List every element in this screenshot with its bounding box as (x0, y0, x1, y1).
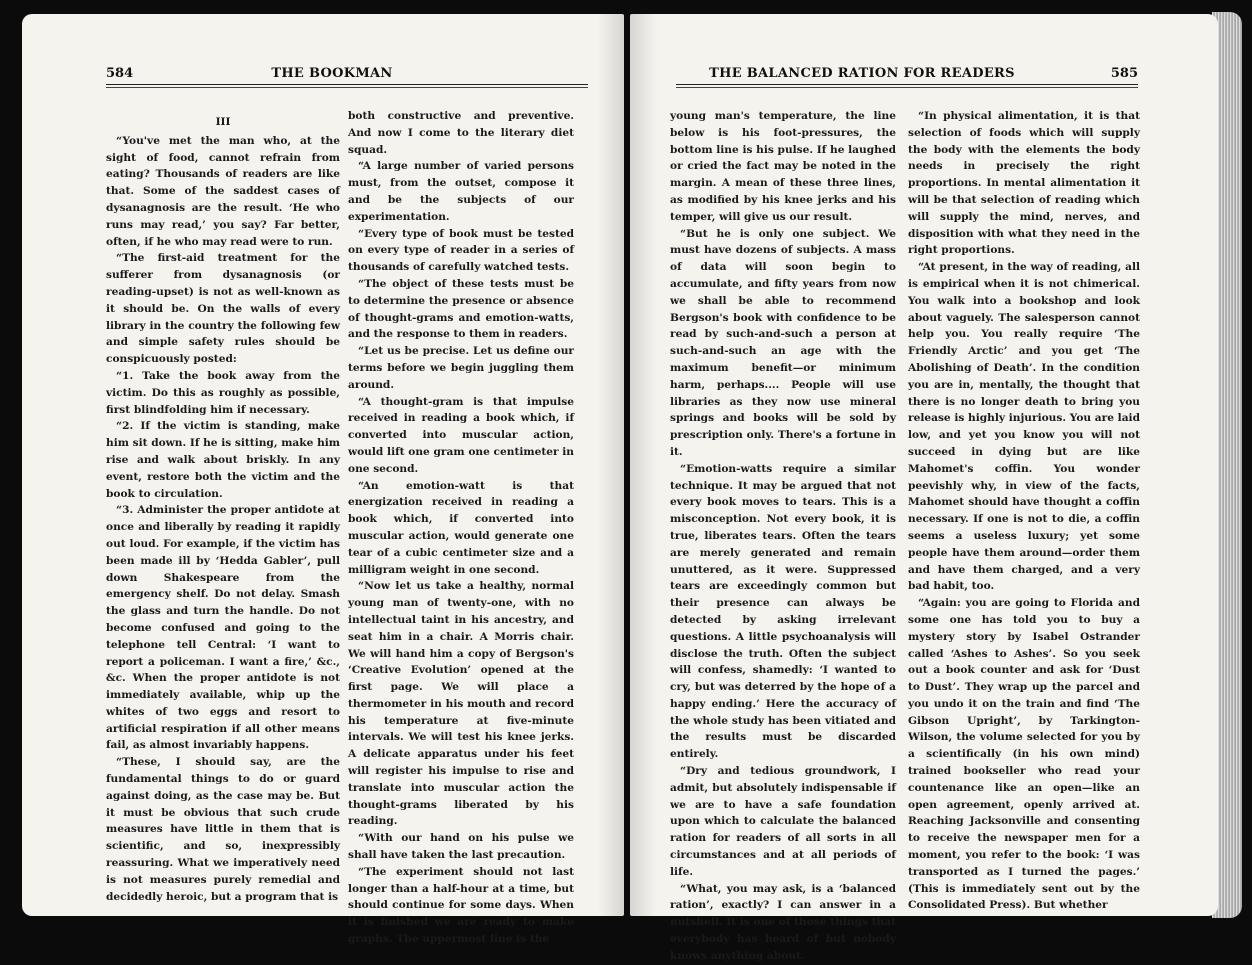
gutter-shadow (630, 14, 656, 916)
paragraph: “A large number of varied persons must, from the outset, compose it and be the subjects of our experimentation. (348, 160, 574, 223)
gutter-shadow (598, 14, 624, 916)
paragraph: “At present, in the way of reading, all is empirical when it is not chimerical. You walk into a bookshop and look about vaguely. The salesperson cannot help you. You really require ‘The Friendly Arctic’ and you get ‘The Abolishing of Death’. In the condition you are in, mentally, the thought that there is no longer death to bring you release is highly injurious. You are laid low, and yet you know you will not succeed in dying but are like Mahomet's coffin. You wonder peevishly why, in view of the facts, Mahomet should have thought a coffin necessary. If one is not to die, a coffin seems a useless luxury; yet some people have them around—order them and have them charged, and a very bad habit, too. (908, 261, 1140, 593)
page-number: 585 (1110, 66, 1138, 81)
right-page (630, 14, 1218, 962)
left-page-header (106, 66, 588, 86)
running-head: THE BOOKMAN (271, 66, 393, 81)
page-number: 584 (106, 66, 134, 81)
header-rule (676, 84, 1138, 88)
section-number: III (215, 116, 231, 128)
header-rule (106, 84, 588, 88)
paragraph: “With our hand on his pulse we shall have taken the last precaution. (348, 832, 574, 862)
paragraph: “Let us be precise. Let us define our terms before we begin juggling them around. (348, 345, 574, 391)
right-column-2 (908, 108, 1140, 914)
paragraph: “Dry and tedious groundwork, I admit, but absolutely indispensable if we are to have a safe foundation upon which to calculate the balanced ration for readers of all sorts in all circumstances and at all periods of life. (670, 765, 896, 878)
paragraph: “1. Take the book away from the victim. Do this as roughly as possible, first blindfolding him if necessary. (106, 369, 340, 416)
paragraph: “In physical alimentation, it is that selection of foods which will supply the body with the elements the body needs in precisely the right proportions. In mental alimentation it will be that selection of reading which will supply the mind, nerves, and disposition with what they need in the right proportions. (908, 110, 1140, 257)
paragraph: “The object of these tests must be to determine the presence or absence of thought-grams and emotion-watts, and the response to them in readers. (348, 277, 574, 341)
paragraph: “What, you may ask, is a ‘balanced ration’, exactly? I can answer in a nutshell. It is one of those things that everybody has heard of but nobody knows anything about. (670, 882, 896, 962)
paragraph: “The first-aid treatment for the sufferer from dysanagnosis (or reading-upset) is not as well-known as it should be. On the walls of every library in the country the following few and simple safety rules should be conspicuously posted: (106, 252, 340, 366)
paragraph: “2. If the victim is standing, make him sit down. If he is sitting, make him rise and walk about briskly. In any event, restore both the victim and the book to circulation. (106, 420, 340, 500)
paragraph: “The experiment should not last longer than a half-hour at a time, but should continue for some days. When it is finished we are ready to make graphs. The uppermost line is the (348, 865, 574, 946)
paragraph: “But he is only one subject. We must have dozens of subjects. A mass of data will soon begin to accumulate, and fifty years from now we shall be able to recommend Bergson's book with confidence to be read by such-and-such a person at such-and-such an age with the maximum benefit—or minimum harm, perhaps.... People will use libraries as they now use mineral springs and books will be sold by prescription only. There's a fortune in it. (670, 227, 896, 458)
paragraph: “An emotion-watt is that energization received in reading a book which, if converted into muscular action, would generate one tear of a cubic centimeter size and a milligram weight in one second. (348, 479, 574, 576)
left-page (22, 14, 624, 946)
left-column-1 (106, 114, 340, 905)
paragraph: “Now let us take a healthy, normal young man of twenty-one, with no intellectual taint in his ancestry, and seat him in a chair. A Morris chair. We will hand him a copy of Bergson's ‘Creative Evolution’ opened at the first page. We will place a thermometer in his mouth and record his temperature at five-minute intervals. We will test his knee jerks. A delicate apparatus under his feet will register his impulse to rise and translate into muscular action the thought-grams liberated by his reading. (348, 580, 574, 828)
paragraph: “A thought-gram is that impulse received in reading a book which, if converted into muscular action, would lift one gram one centimeter in one second. (348, 395, 574, 475)
running-head: THE BALANCED RATION FOR READERS (709, 66, 1015, 81)
paragraph: “These, I should say, are the fundamental things to do or guard against doing, as the case may be. But it must be obvious that such crude measures have little in them that is scientific, and so, inexpressibly reassuring. What we imperatively need is not measures purely remedial and decidedly heroic, but a program that is (106, 756, 340, 903)
paragraph-continuation: both constructive and preventive. And now I come to the literary diet squad. (348, 110, 574, 156)
paragraph: “Every type of book must be tested on every type of reader in a series of thousands of carefully watched tests. (348, 227, 574, 274)
right-page-header (676, 66, 1138, 86)
right-column-1 (670, 108, 896, 965)
paragraph: “Again: you are going to Florida and some one has told you to buy a mystery story by Isabel Ostrander called ‘Ashes to Ashes’. So you seek out a book counter and ask for ‘Dust to Dust’. They wrap up the parcel and you undo it on the train and find ‘The Gibson Upright’, by Tarkington-Wilson, the volume selected for you by a scientifically (in his own mind) trained bookseller who read your countenance like an open—like an open agreement, openly arrived at. Reaching Jacksonville and consenting to receive the newspaper men for a moment, you refer to the book: ‘I was transported as I turned the pages.’ (This is immediately sent out by the Consolidated Press). But whether (908, 597, 1140, 912)
paragraph-continuation: young man's temperature, the line below is his foot-pressures, the bottom line is his pulse. If he laughed or cried the fact may be noted in the margin. A mean of these three lines, as modified by his knee jerks and his temper, will give us our result. (670, 110, 896, 223)
paragraph: “You've met the man who, at the sight of food, cannot refrain from eating? Thousands of readers are like that. Some of the saddest cases of dysanagnosis are the result. ‘He who runs may read,’ you say? Far better, often, if he who may read were to run. (106, 134, 340, 248)
paragraph: “3. Administer the proper antidote at once and liberally by reading it rapidly out loud. For example, if the victim has been made ill by ‘Hedda Gabler’, pull down Shakespeare from the emergency shelf. Do not delay. Smash the glass and turn the handle. Do not become confused and going to the telephone tell Central: ‘I want to report a policeman. I want a fire,’ &c., &c. When the proper antidote is not immediately available, whip up the whites of two eggs and resort to artificial respiration if all other means fail, as almost invariably happens. (106, 504, 340, 752)
paragraph: “Emotion-watts require a similar technique. It may be argued that not every book moves to tears. This is a misconception. Not every book, it is true, liberates tears. Often the tears are merely generated and remain unuttered, as it were. Suppressed tears are exceedingly common but their presence can always be detected by asking irrelevant questions. A little psychoanalysis will disclose the truth. Often the subject will confess, shamedly: ‘I wanted to cry, but was deterred by the hope of a happy ending.’ Here the accuracy of the whole study has been vitiated and the results must be discarded entirely. (670, 462, 896, 761)
left-column-2 (348, 108, 574, 948)
